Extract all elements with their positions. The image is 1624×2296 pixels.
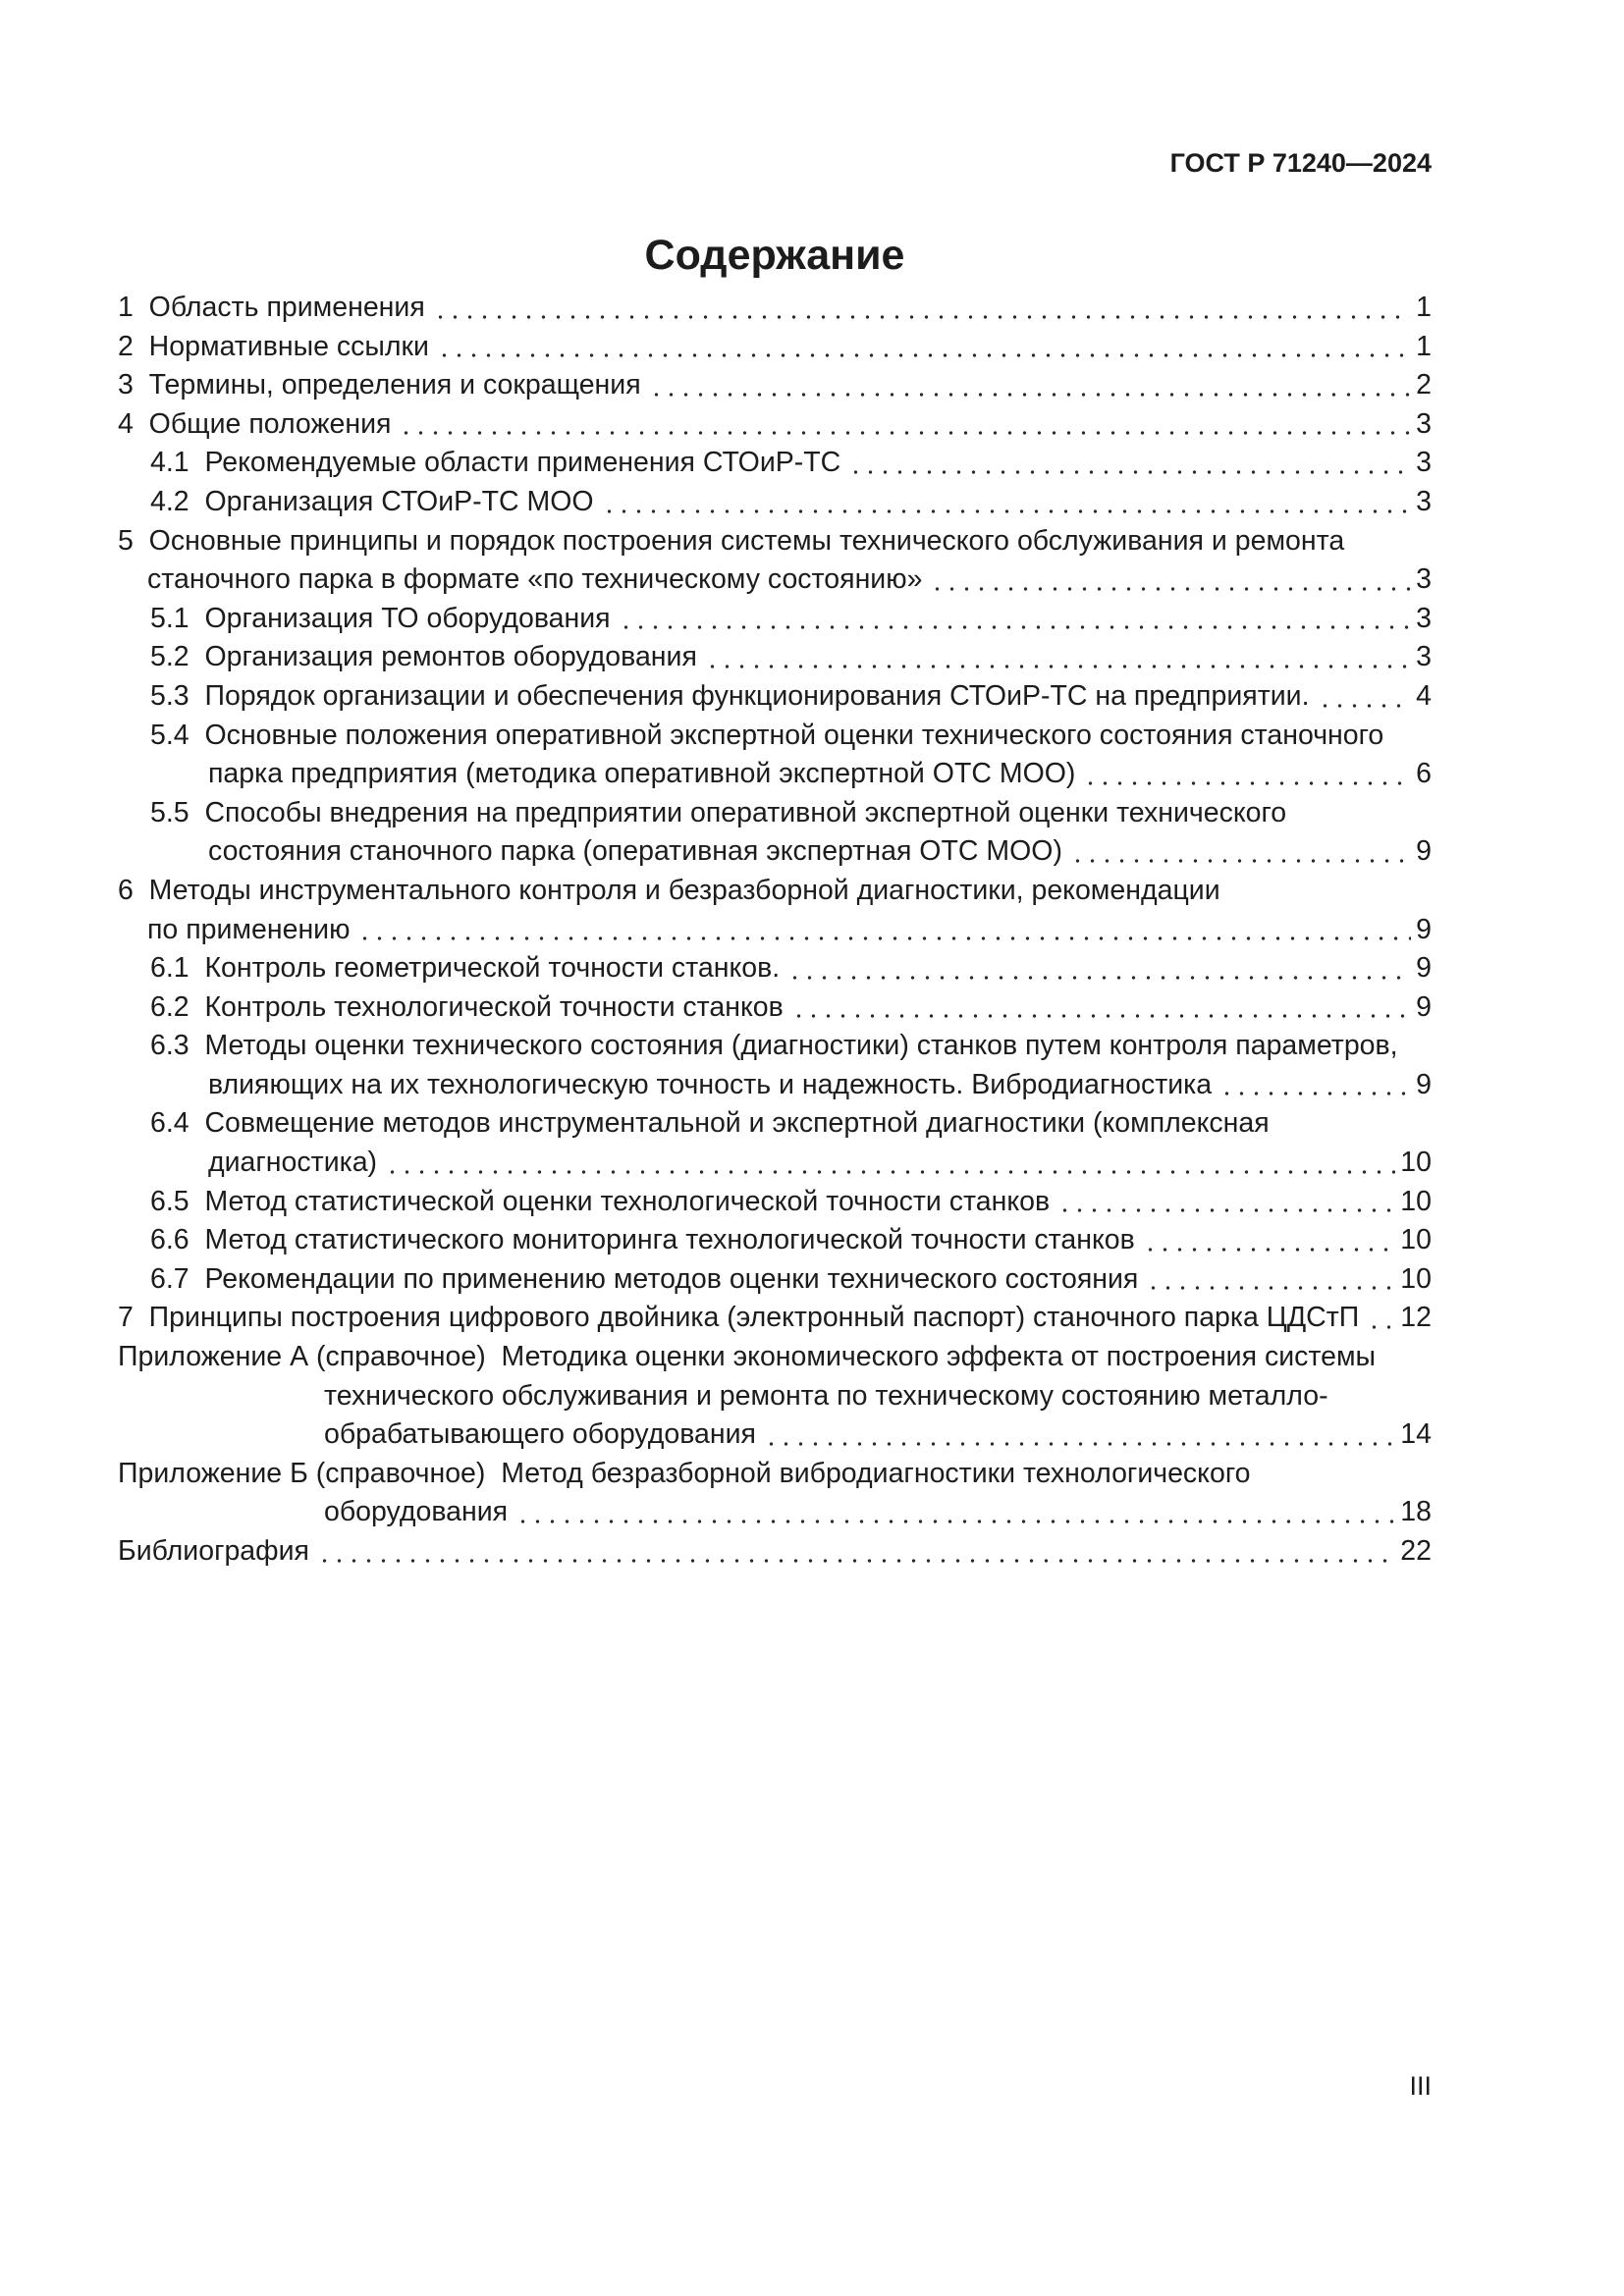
toc-entry (118, 638, 1432, 677)
toc-dot-leader (1143, 1221, 1396, 1260)
toc-page-number: 10 (1400, 1185, 1432, 1217)
toc-entry (118, 717, 1432, 756)
toc-entry (118, 1027, 1432, 1066)
toc-entry (118, 1183, 1432, 1222)
toc-dot-leader (619, 600, 1412, 639)
toc-entry-text: 6.7 Рекомендации по применению методов оценки технического состояния (150, 1262, 1139, 1295)
toc-entry-text: состояния станочного парка (оперативная экспертная ОТС МОО) (208, 835, 1062, 868)
toc-entry-text: 3 Термины, определения и сокращения (118, 369, 641, 401)
toc-entry-text: 5.1 Организация ТО оборудования (150, 602, 611, 634)
toc-entry (118, 1221, 1432, 1260)
toc-entry (118, 1299, 1432, 1338)
toc-entry-text: 6.6 Метод статистического мониторинга технологической точности станков (150, 1224, 1135, 1256)
toc-entry-text: 5.4 Основные положения оперативной экспертной оценки технического состояния станочного (150, 719, 1384, 751)
toc-page-number: 3 (1416, 563, 1432, 596)
toc-page-number: 18 (1400, 1496, 1432, 1528)
toc-page-number: 1 (1416, 330, 1432, 362)
toc-page-number: 1 (1416, 292, 1432, 323)
toc-dot-leader (1219, 1066, 1411, 1105)
toc-entry-text: 2 Нормативные ссылки (118, 330, 429, 362)
toc-entry (118, 1377, 1432, 1416)
toc-dot-leader (437, 328, 1411, 367)
toc-entry-text: обрабатывающего оборудования (324, 1418, 756, 1451)
toc-entry (118, 949, 1432, 988)
toc-dot-leader (787, 949, 1411, 988)
folio-page-number: III (1409, 2071, 1432, 2101)
toc-page-number: 2 (1416, 369, 1432, 401)
toc-dot-leader (1146, 1260, 1395, 1300)
toc-entry-text: станочного парка в формате «по техническому состоянию» (147, 563, 923, 596)
toc-entry-text: 4.2 Организация СТОиР-ТС МОО (150, 485, 594, 517)
toc-entry (118, 677, 1432, 717)
toc-page-number: 3 (1416, 602, 1432, 634)
toc-page-number: 3 (1416, 641, 1432, 673)
toc-entry-text: 6.3 Методы оценки технического состояния (диагностики) станков путем контроля параметров, (150, 1030, 1398, 1062)
toc-entry-text: 5 Основные принципы и порядок построения системы технического обслуживания и ремонта (118, 524, 1345, 557)
toc-entry (118, 600, 1432, 639)
toc-dot-leader (791, 988, 1411, 1028)
toc-dot-leader (602, 483, 1412, 522)
toc-page-number: 12 (1400, 1302, 1432, 1334)
toc-entry (118, 988, 1432, 1028)
toc-entry-text: 6.5 Метод статистической оценки технологической точности станков (150, 1185, 1051, 1217)
toc-entry (118, 366, 1432, 405)
toc-page-number: 3 (1416, 407, 1432, 440)
toc-page-number: 6 (1416, 758, 1432, 790)
toc-entry (118, 794, 1432, 833)
toc-page-number: 10 (1400, 1224, 1432, 1256)
toc-page-number: 4 (1416, 679, 1432, 712)
toc-entry-text: диагностика) (208, 1147, 378, 1179)
toc-page-number: 9 (1416, 835, 1432, 868)
toc-page-number: 10 (1400, 1147, 1432, 1179)
toc-page-number: 3 (1416, 485, 1432, 517)
toc-dot-leader (1367, 1299, 1395, 1338)
toc-dot-leader (399, 405, 1411, 445)
toc-entry (118, 1066, 1432, 1105)
toc-entry-text: Библиография (118, 1535, 309, 1567)
toc-entry-text: 1 Область применения (118, 292, 425, 323)
toc-entry (118, 444, 1432, 483)
toc-page-number: 9 (1416, 952, 1432, 985)
toc-list (118, 289, 1432, 1572)
toc-dot-leader (1083, 755, 1411, 794)
toc-dot-leader (764, 1415, 1395, 1455)
toc-entry-text: 7 Принципы построения цифрового двойника (электронный паспорт) станочного парка ЦДСтП (118, 1302, 1360, 1334)
toc-dot-leader (433, 289, 1411, 328)
toc-dot-leader (1070, 832, 1411, 872)
toc-page-number: 14 (1400, 1418, 1432, 1451)
toc-dot-leader (1057, 1183, 1395, 1222)
toc-page-number: 9 (1416, 913, 1432, 945)
toc-entry-text: по применению (147, 913, 351, 945)
toc-entry (118, 522, 1432, 561)
toc-dot-leader (705, 638, 1411, 677)
toc-page-number: 9 (1416, 990, 1432, 1023)
toc-entry-text: 6 Методы инструментального контроля и безразборной диагностики, рекомендации (118, 874, 1220, 906)
toc-dot-leader (357, 911, 1411, 950)
toc-entry-text: Приложение Б (справочное) Метод безразборной вибродиагностики технологического (118, 1457, 1251, 1489)
toc-entry-text: технического обслуживания и ремонта по техническому состоянию металло- (324, 1379, 1328, 1412)
toc-title: Содержание (644, 232, 905, 279)
toc-entry (118, 911, 1432, 950)
toc-entry (118, 1415, 1432, 1455)
toc-dot-leader (649, 366, 1411, 405)
toc-entry (118, 405, 1432, 445)
toc-entry-text: парка предприятия (методика оперативной экспертной ОТС МОО) (208, 758, 1076, 790)
toc-dot-leader (1318, 677, 1412, 717)
toc-entry (118, 872, 1432, 911)
toc-entry (118, 1144, 1432, 1183)
toc-entry (118, 289, 1432, 328)
toc-page-number: 22 (1400, 1535, 1432, 1567)
toc-entry (118, 1532, 1432, 1572)
toc-entry-text: 5.5 Способы внедрения на предприятии оперативной экспертной оценки технического (150, 796, 1287, 828)
toc-entry-text: 6.1 Контроль геометрической точности станков. (150, 952, 781, 985)
toc-dot-leader (848, 444, 1411, 483)
standard-number: ГОСТ Р 71240—2024 (1169, 148, 1432, 178)
toc-entry-text: 6.4 Совмещение методов инструментальной и экспертной диагностики (комплексная (150, 1107, 1270, 1140)
toc-page-number: 3 (1416, 447, 1432, 479)
toc-dot-leader (515, 1493, 1395, 1532)
toc-dot-leader (385, 1144, 1395, 1183)
toc-entry-text: 4.1 Рекомендуемые области применения СТОиР-ТС (150, 447, 841, 479)
toc-entry (118, 328, 1432, 367)
toc-entry (118, 1260, 1432, 1300)
toc-entry-text: 6.2 Контроль технологической точности станков (150, 990, 784, 1023)
toc-entry (118, 1104, 1432, 1144)
toc-dot-leader (930, 561, 1411, 600)
toc-entry-text: Приложение А (справочное) Методика оценки экономического эффекта от построения системы (118, 1341, 1377, 1373)
toc-page-number: 9 (1416, 1068, 1432, 1100)
toc-entry-text: 5.2 Организация ремонтов оборудования (150, 641, 697, 673)
toc-entry (118, 1338, 1432, 1377)
toc-entry-text: 4 Общие положения (118, 407, 392, 440)
toc-entry (118, 755, 1432, 794)
toc-entry (118, 483, 1432, 522)
toc-entry (118, 561, 1432, 600)
toc-entry-text: 5.3 Порядок организации и обеспечения функционирования СТОиР-ТС на предприятии. (150, 679, 1310, 712)
toc-dot-leader (317, 1532, 1395, 1572)
toc-entry-text: влияющих на их технологическую точность и надежность. Вибродиагностика (208, 1068, 1213, 1100)
toc-entry (118, 1493, 1432, 1532)
toc-page-number: 10 (1400, 1262, 1432, 1295)
toc-entry-text: оборудования (324, 1496, 509, 1528)
toc-entry (118, 1455, 1432, 1494)
toc-entry (118, 832, 1432, 872)
